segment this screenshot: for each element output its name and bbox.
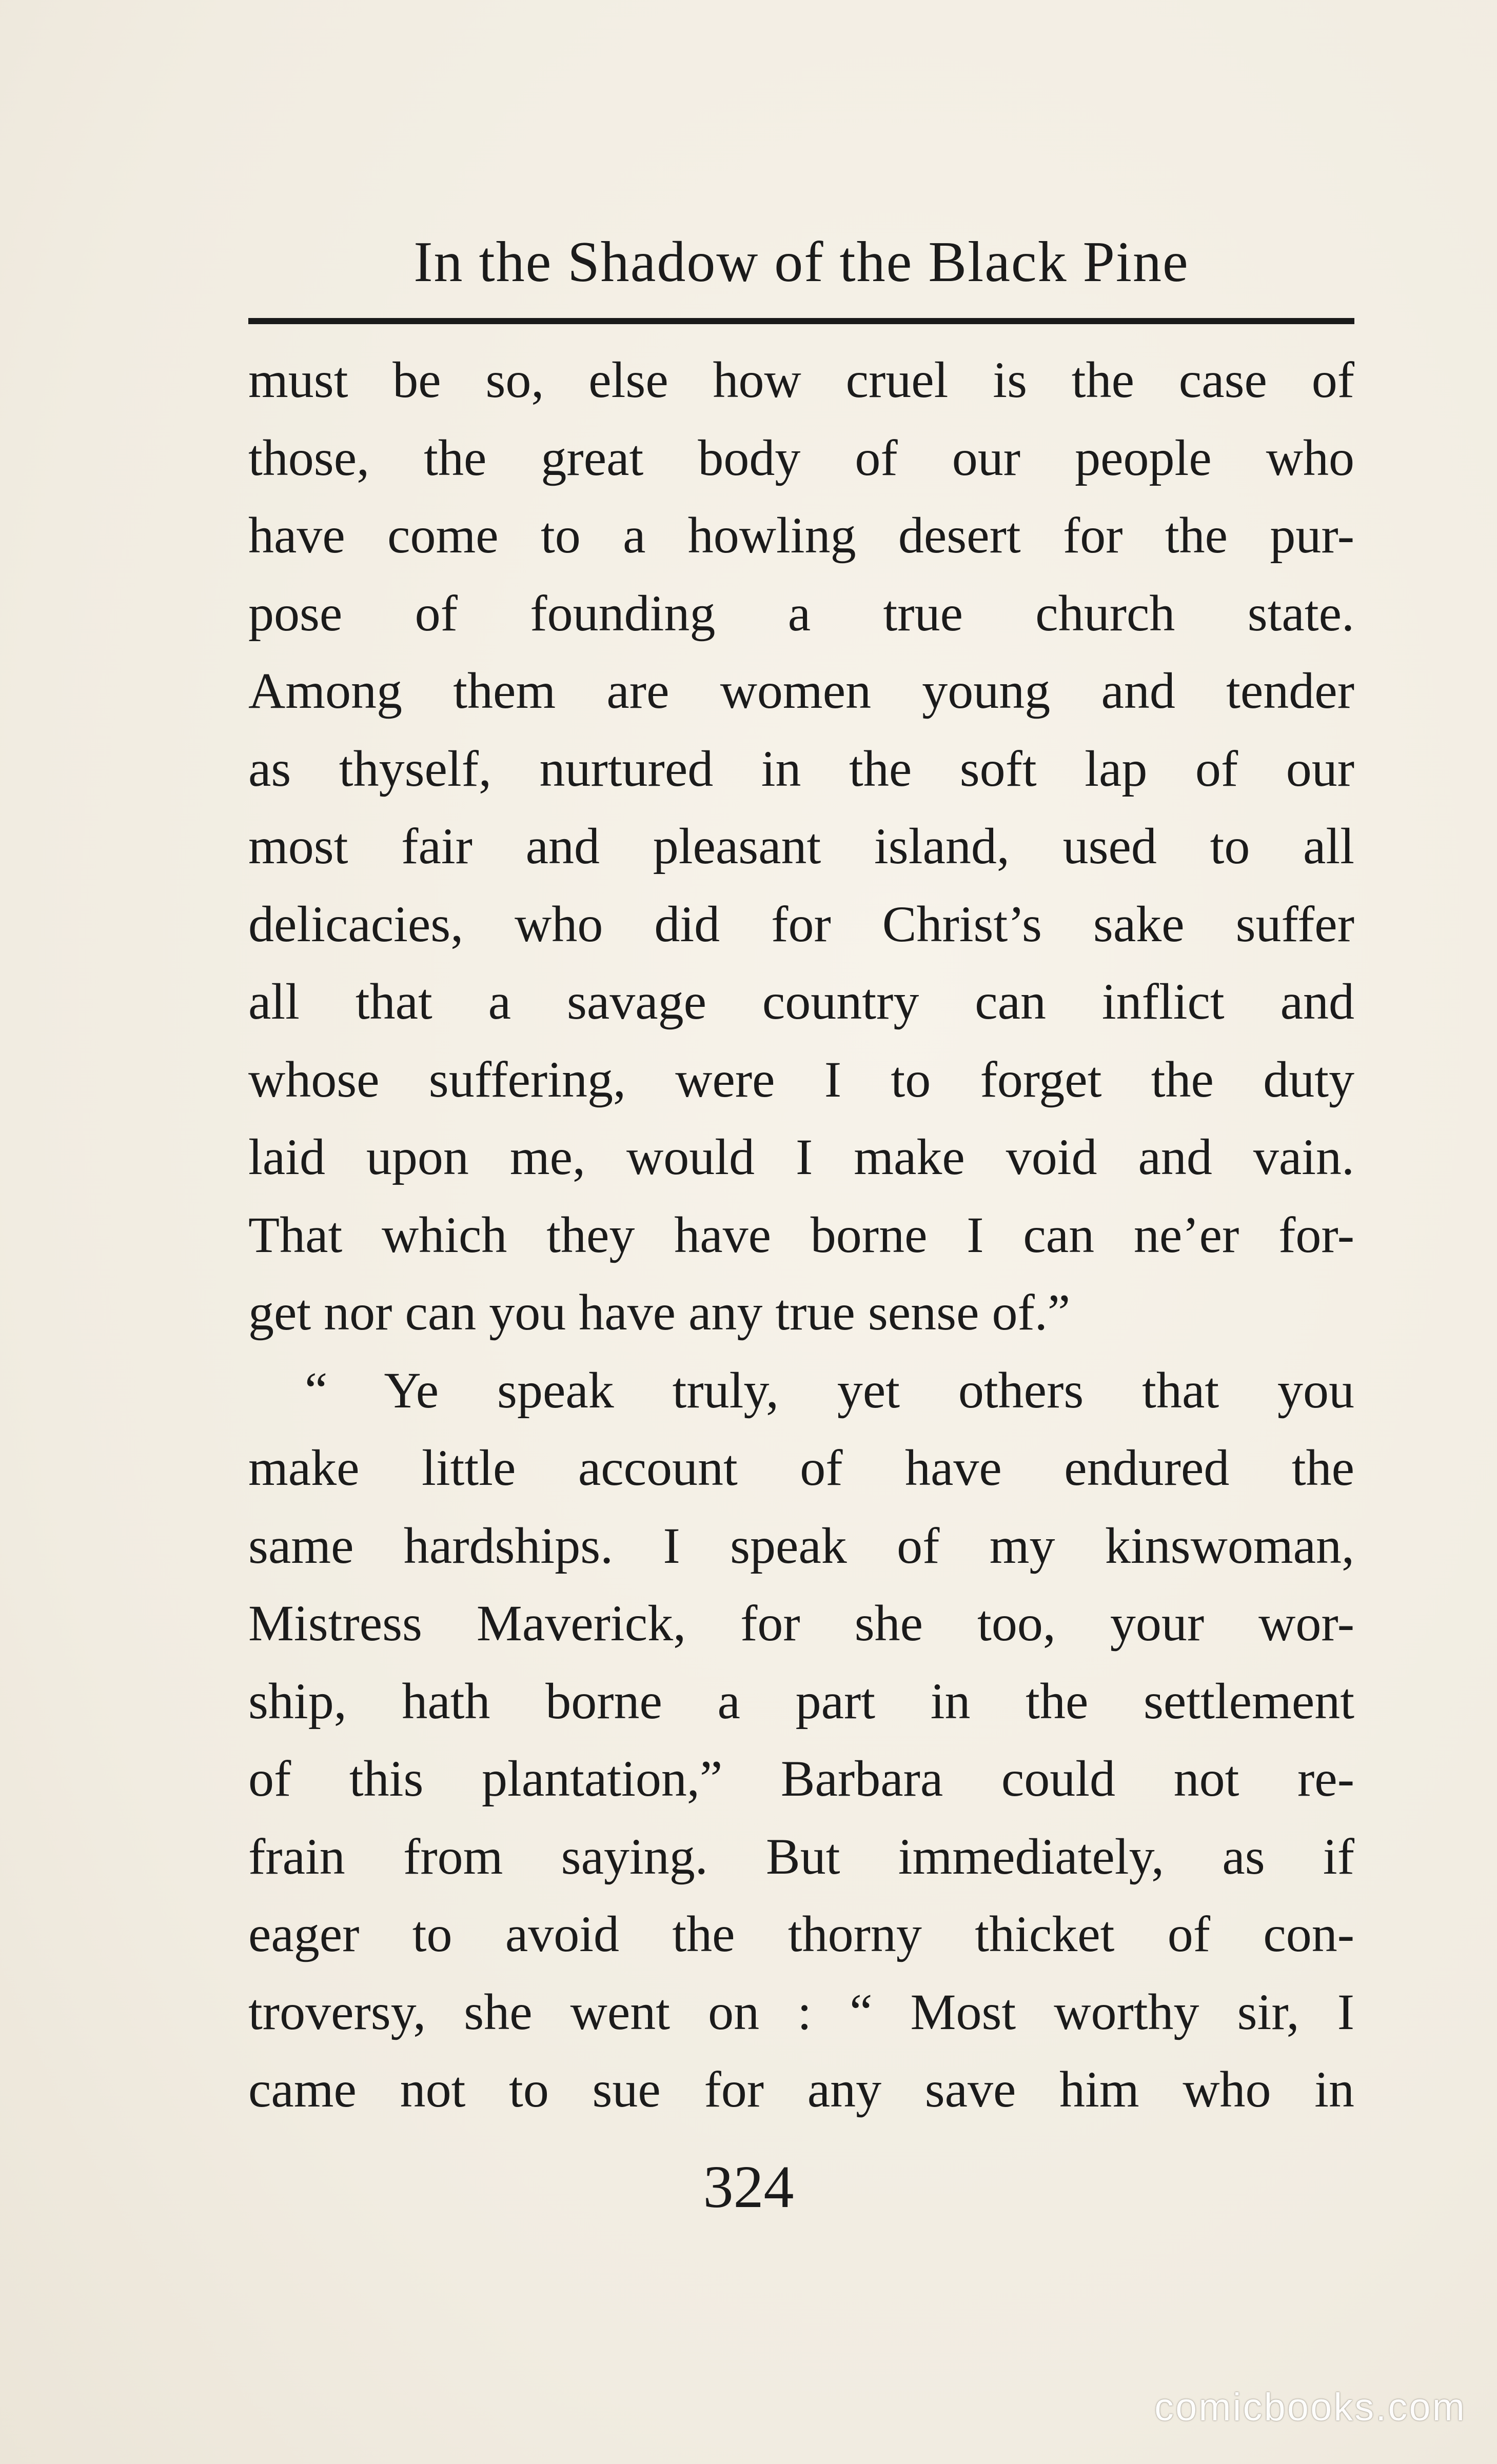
header-rule	[248, 318, 1354, 324]
text-line: pose of founding a true church state.	[248, 584, 1354, 642]
text-line: those, the great body of our people who	[248, 429, 1354, 486]
text-line: Mistress Maverick, for she too, your wor-	[248, 1595, 1354, 1652]
text-line: same hardships. I speak of my kinswoman,	[248, 1517, 1354, 1574]
text-line: delicacies, who did for Christ’s sake suffer	[248, 895, 1354, 952]
running-title: In the Shadow of the Black Pine	[413, 230, 1189, 294]
text-line: most fair and pleasant island, used to all	[248, 818, 1354, 875]
text-line: ship, hath borne a part in the settlement	[248, 1672, 1354, 1730]
body-text	[248, 341, 1354, 2129]
watermark: comicbooks.com	[1154, 2386, 1466, 2429]
text-line: of this plantation,” Barbara could not re-	[248, 1750, 1354, 1807]
page-number: 324	[703, 2153, 794, 2220]
text-line: “ Ye speak truly, yet others that you	[305, 1361, 1354, 1419]
text-line: That which they have borne I can ne’er for-	[248, 1206, 1354, 1263]
text-line: troversy, she went on : “ Most worthy sir, I	[248, 1983, 1354, 2040]
text-line: as thyself, nurtured in the soft lap of our	[248, 740, 1354, 797]
text-line: make little account of have endured the	[248, 1439, 1354, 1496]
text-line: laid upon me, would I make void and vain.	[248, 1128, 1354, 1185]
text-line: get nor can you have any true sense of.”	[248, 1284, 1071, 1341]
text-line: Among them are women young and tender	[248, 662, 1354, 719]
text-line: eager to avoid the thorny thicket of con-	[248, 1905, 1354, 1962]
text-line: whose suffering, were I to forget the duty	[248, 1050, 1354, 1108]
text-line: must be so, else how cruel is the case of	[248, 351, 1354, 408]
text-line: came not to sue for any save him who in	[248, 2061, 1354, 2118]
text-line: all that a savage country can inflict and	[248, 973, 1354, 1030]
text-line: frain from saying. But immediately, as if	[248, 1827, 1354, 1885]
text-line: have come to a howling desert for the pur-	[248, 507, 1354, 564]
